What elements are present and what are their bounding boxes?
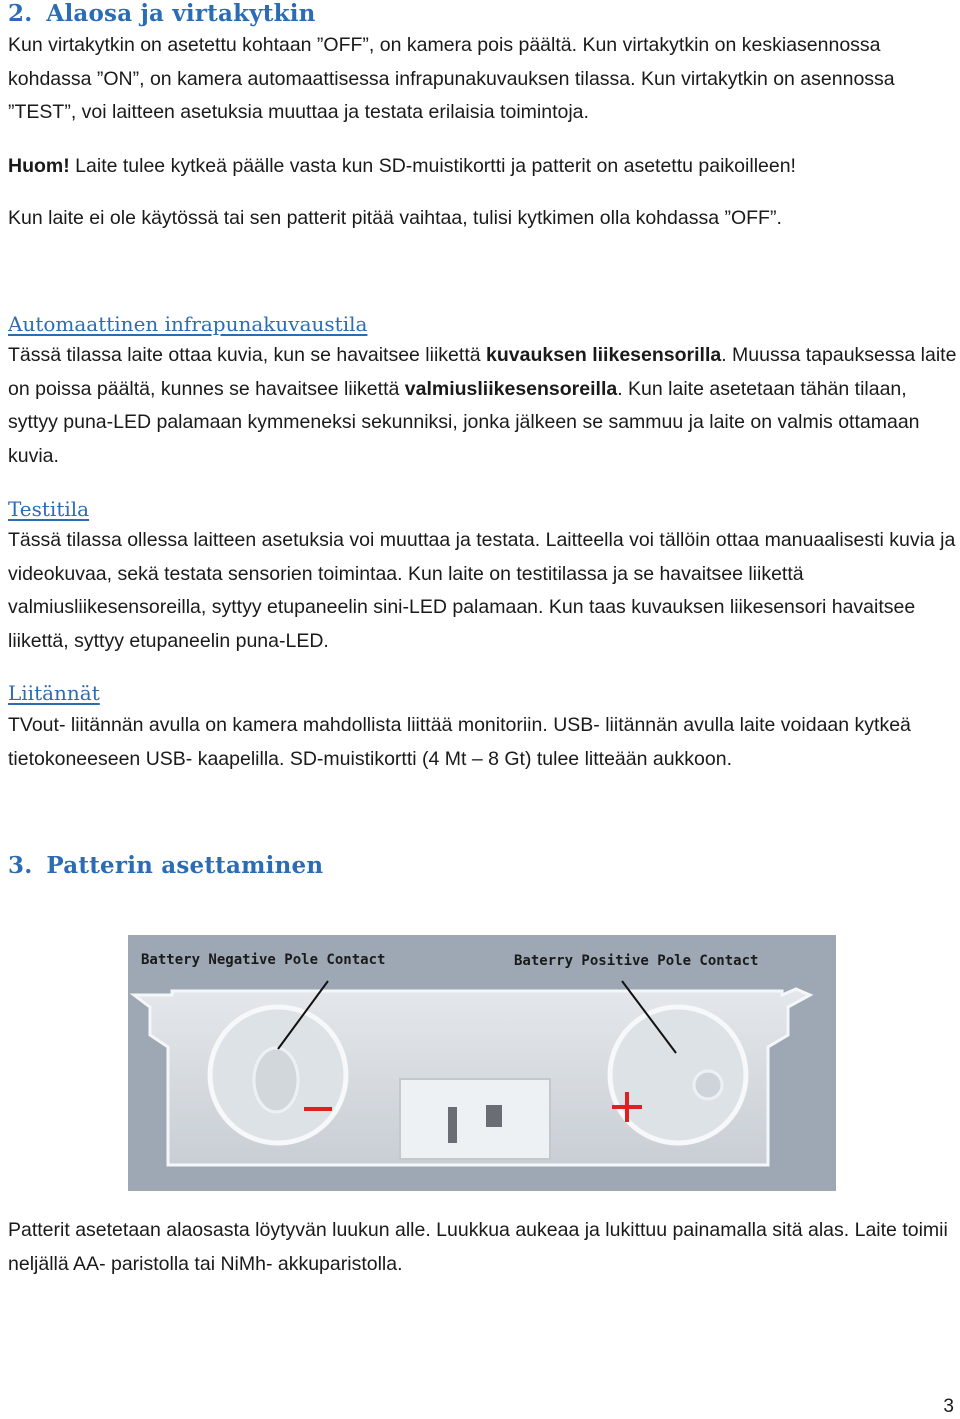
positive-pole-label: Baterry Positive Pole Contact xyxy=(514,953,759,969)
section-title: Patterin asettaminen xyxy=(46,852,324,879)
negative-slot xyxy=(254,1048,298,1112)
section-3-heading xyxy=(8,852,323,879)
section-number: 3. xyxy=(8,852,33,879)
auto-text-3: . Kun laite asetetaan tähän tilaan, syttyy puna-LED palamaan kymmeneksi sekunniksi, jonka jälkeen se sammuu ja laite on valmis ottamaan kuvia. xyxy=(8,377,920,467)
test-mode-heading: Testitila xyxy=(8,497,90,521)
auto-mode-heading: Automaattinen infrapunakuvaustila xyxy=(8,312,368,336)
section-number: 2. xyxy=(8,0,33,27)
auto-text-2: . Muussa tapauksessa laite on poissa päältä, kunnes se havaitsee liikettä xyxy=(8,344,957,400)
auto-bold-2: valmiusliikesensoreilla xyxy=(404,377,618,400)
power-switch-paragraph: Kun virtakytkin on asetettu kohtaan ”OFF”, on kamera pois päältä. Kun virtakytkin on keskiasennossa kohdassa ”ON”, on kamera automaattisessa infrapunakuvauksen tilassa. Kun virtakytkin on asennossa ”TEST”, voi laitteen asetuksia muuttaa ja testata erilaisia toimintoja. xyxy=(8,34,895,123)
auto-mode-paragraph xyxy=(8,339,958,473)
switch-slot-right xyxy=(486,1105,502,1127)
positive-contact-disc xyxy=(610,1007,746,1143)
center-recess xyxy=(400,1079,550,1159)
plus-sign-v xyxy=(625,1092,629,1122)
connections-paragraph: TVout- liitännän avulla on kamera mahdollista liittää monitoriin. USB- liitännän avulla laite voidaan kytkeä tietokoneeseen USB- kaapelilla. SD-muistikortti (4 Mt – 8 Gt) tulee litteään aukkoon. xyxy=(8,714,911,770)
note-label: Huom! xyxy=(8,155,70,177)
battery-compartment-figure xyxy=(128,935,836,1191)
minus-sign xyxy=(304,1107,332,1111)
negative-pole-label: Battery Negative Pole Contact xyxy=(141,952,386,968)
section-title: Alaosa ja virtakytkin xyxy=(46,0,316,27)
note-text: Laite tulee kytkeä päälle vasta kun SD-muistikortti ja patterit on asetettu paikoilleen! xyxy=(69,155,796,177)
battery-paragraph: Patterit asetetaan alaosasta löytyvän luukun alle. Luukkua aukeaa ja lukittuu painamalla sitä alas. Laite toimii neljällä AA- paristolla tai NiMh- akkuparistolla. xyxy=(8,1219,948,1275)
page-number: 3 xyxy=(943,1396,954,1417)
auto-bold-1: kuvauksen liikesensorilla xyxy=(486,344,722,366)
battery-diagram xyxy=(128,935,836,1191)
section-2-heading xyxy=(8,0,316,27)
positive-knob xyxy=(694,1071,722,1099)
test-mode-paragraph: Tässä tilassa ollessa laitteen asetuksia voi muuttaa ja testata. Laitteella voi tällöin ottaa manuaalisesti kuvia ja videokuvaa, sekä testata sensorien toimintaa. Kun laite on testitilassa ja se havaitsee liikettä valmiusliikesensoreilla, syttyy etupaneelin sini-LED palamaan. Kun taas kuvauksen liikesensori havaitsee liikettä, syttyy etupaneelin puna-LED. xyxy=(8,529,956,652)
auto-text-1: Tässä tilassa laite ottaa kuvia, kun se havaitsee liikettä xyxy=(8,344,486,366)
off-paragraph: Kun laite ei ole käytössä tai sen patterit pitää vaihtaa, tulisi kytkimen olla kohdassa ”OFF”. xyxy=(8,207,782,229)
note-paragraph xyxy=(8,150,958,184)
switch-slot-left xyxy=(448,1107,457,1143)
connections-heading: Liitännät xyxy=(8,681,100,705)
